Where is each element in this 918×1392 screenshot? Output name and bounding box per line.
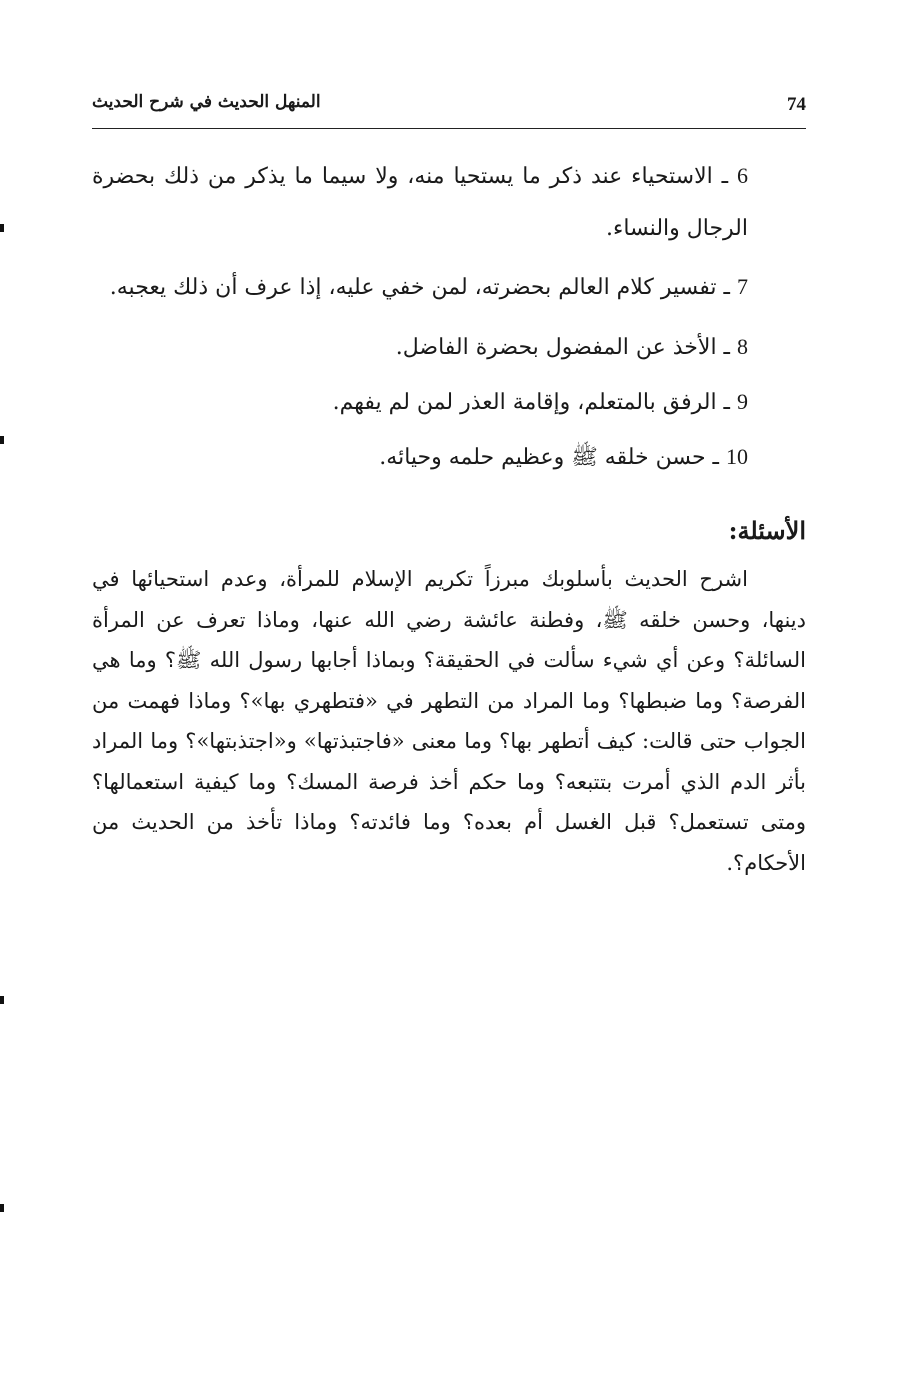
running-title: المنهل الحديث في شرح الحديث	[92, 92, 321, 112]
page-body	[92, 150, 806, 883]
item-text: ـ الأخذ عن المفضول بحضرة الفاضل.	[395, 335, 730, 360]
list-item	[92, 375, 806, 430]
item-text: ـ الرفق بالمتعلم، وإقامة العذر لمن لم يفهم.	[332, 390, 730, 415]
list-item	[92, 150, 806, 255]
scan-margin-mark	[0, 996, 4, 1004]
list-item	[92, 430, 806, 485]
item-text: ـ تفسير كلام العالم بحضرته، لمن خفي عليه، إذا عرف أن ذلك يعجبه.	[109, 275, 730, 300]
questions-heading: الأسئلة:	[728, 516, 806, 545]
list-item	[92, 320, 806, 375]
item-text: ـ حسن خلقه ﷺ وعظيم حلمه وحيائه.	[379, 445, 719, 470]
item-number: 7	[737, 274, 748, 299]
scan-margin-mark	[0, 1204, 4, 1212]
item-number: 8	[737, 334, 748, 359]
item-text: ـ الاستحياء عند ذكر ما يستحيا منه، ولا سيما ما يذكر من ذلك بحضرة الرجال والنساء.	[92, 164, 748, 241]
page-number: 74	[787, 94, 806, 115]
item-number: 6	[737, 163, 748, 188]
item-number: 9	[737, 389, 748, 414]
questions-paragraph: اشرح الحديث بأسلوبك مبرزاً تكريم الإسلام للمرأة، وعدم استحيائها في دينها، وحسن خلقه ﷺ، وفطنة عائشة رضي الله عنها، وماذا تعرف عن المرأة السائلة؟ وعن أي شيء سألت في الحقيقة؟ وبماذا أجابها رسول الله ﷺ؟ وما هي الفرصة؟ وما ضبطها؟ وما المراد من التطهر في «فتطهري بها»؟ وماذا فهمت من الجواب حتى قالت: كيف أتطهر بها؟ وما معنى «فاجتبذتها» و«اجتذبتها»؟ وما المراد بأثر الدم الذي أمرت بتتبعه؟ وما حكم أخذ فرصة المسك؟ وما كيفية استعمالها؟ ومتى تستعمل؟ قبل الغسل أم بعده؟ وما فائدته؟ وماذا تأخذ من الحديث من الأحكام؟.	[92, 567, 806, 875]
scan-margin-mark	[0, 224, 4, 232]
list-item	[92, 261, 806, 314]
scan-margin-mark	[0, 436, 4, 444]
item-number: 10	[726, 444, 748, 469]
page-header	[92, 92, 806, 129]
